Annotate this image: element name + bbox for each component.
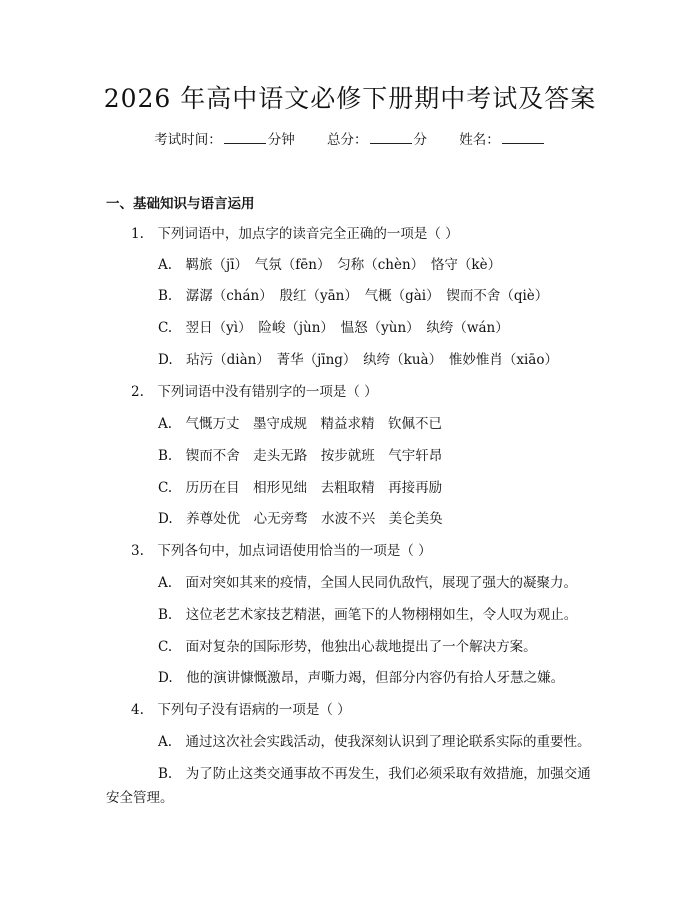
question-3-option-c: C. 面对复杂的国际形势，他独出心裁地提出了一个解决方案。 <box>158 639 537 655</box>
total-score-unit: 分 <box>413 132 427 148</box>
total-score <box>327 130 427 150</box>
question-4-option-b-line-2: 安全管理。 <box>106 790 174 806</box>
question-2-stem: 2. 下列词语中没有错别字的一项是（ ） <box>131 384 378 400</box>
exam-meta <box>0 130 700 150</box>
exam-time-unit: 分钟 <box>267 132 295 148</box>
question-3-stem: 3. 下列各句中，加点词语使用恰当的一项是（ ） <box>131 543 432 559</box>
total-score-blank <box>370 130 412 144</box>
question-4-option-a: A. 通过这次社会实践活动，使我深刻认识到了理论联系实际的重要性。 <box>158 734 591 750</box>
question-2-option-a: A. 气慨万丈 墨守成规 精益求精 钦佩不已 <box>158 416 443 432</box>
question-1-option-b: B. 潺潺（chán） 殷红（yān） 气概（gài） 锲而不舍（qiè） <box>158 288 549 304</box>
exam-title: 2026 年高中语文必修下册期中考试及答案 <box>103 84 597 113</box>
question-3-option-d: D. 他的演讲慷慨激昂，声嘶力竭，但部分内容仍有拾人牙慧之嫌。 <box>158 670 565 686</box>
question-1-option-c: C. 翌日（yì） 险峻（jùn） 愠怒（yùn） 纨绔（wán） <box>158 320 509 336</box>
question-4-stem: 4. 下列句子没有语病的一项是（ ） <box>131 702 351 718</box>
question-1-stem: 1. 下列词语中，加点字的读音完全正确的一项是（ ） <box>131 226 459 242</box>
exam-time <box>154 130 295 150</box>
student-name-label: 姓名： <box>459 132 500 148</box>
question-1-option-a: A. 羁旅（jī） 气氛（fēn） 匀称（chèn） 恪守（kè） <box>158 257 502 273</box>
student-name-blank <box>502 130 544 144</box>
question-3-option-a: A. 面对突如其来的疫情，全国人民同仇敌忾，展现了强大的凝聚力。 <box>158 575 578 591</box>
exam-time-label: 考试时间： <box>154 132 222 148</box>
question-4-option-b-line-1: B. 为了防止这类交通事故不再发生，我们必须采取有效措施，加强交通 <box>158 766 591 782</box>
question-2-option-c: C. 历历在目 相形见绌 去粗取精 再接再励 <box>158 480 443 496</box>
section-heading: 一、基础知识与语言运用 <box>106 196 255 212</box>
question-3-option-b: B. 这位老艺术家技艺精湛，画笔下的人物栩栩如生，令人叹为观止。 <box>158 607 578 623</box>
total-score-label: 总分： <box>327 132 368 148</box>
student-name <box>459 130 546 150</box>
exam-time-blank <box>224 130 266 144</box>
question-2-option-b: B. 锲而不舍 走头无路 按步就班 气宇轩昂 <box>158 448 443 464</box>
question-2-option-d: D. 养尊处优 心无旁骛 水波不兴 美仑美奂 <box>158 511 443 527</box>
question-1-option-d: D. 玷污（diàn） 菁华（jīng） 纨绔（kuà） 惟妙惟肖（xiāo） <box>158 352 558 368</box>
